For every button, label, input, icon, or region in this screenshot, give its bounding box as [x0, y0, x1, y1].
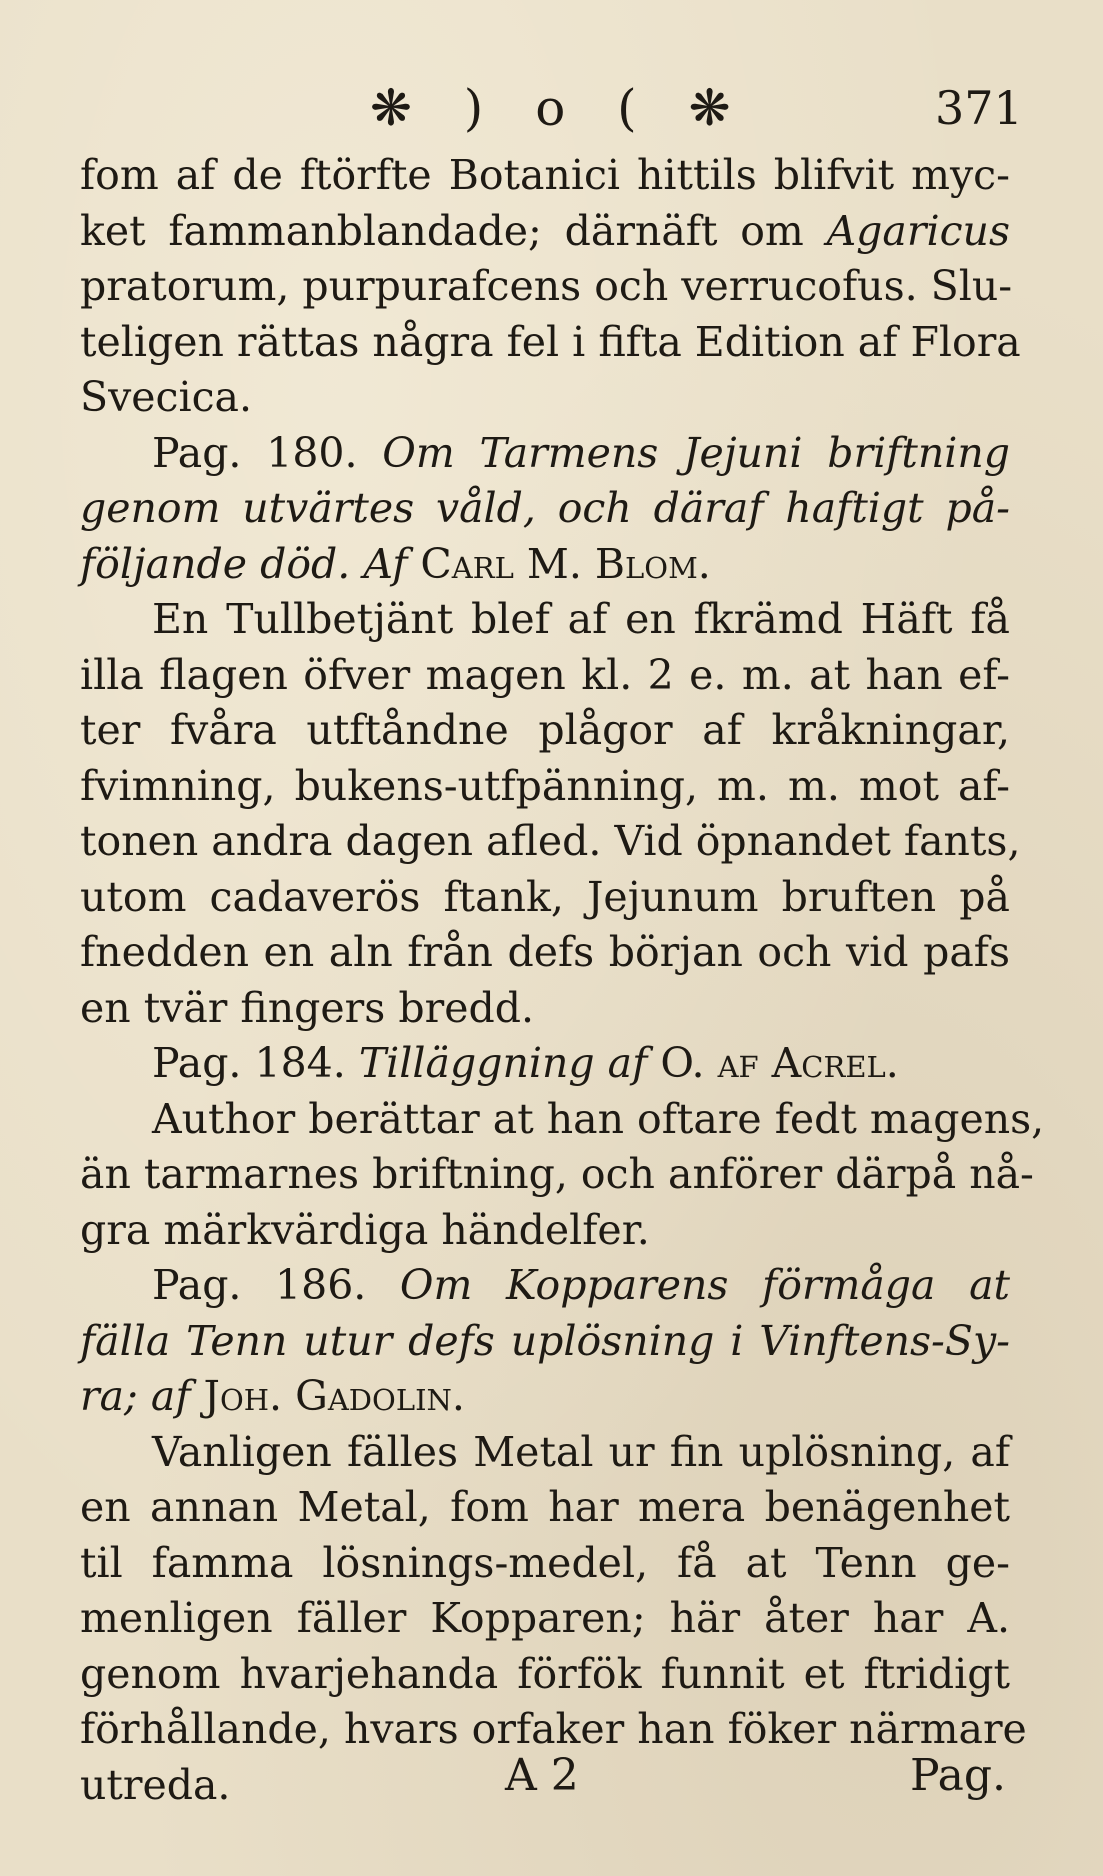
- text-run: Svecica.: [80, 373, 253, 421]
- text-line: [80, 870, 1010, 926]
- italic-run: Agaricus: [826, 206, 1010, 255]
- text-run: förhållande, hvars orfaker han föker närmare: [80, 1705, 1027, 1753]
- text-line: [80, 925, 1010, 981]
- italic-run: genom utvärtes våld, och däraf haftigt på-: [80, 484, 1010, 532]
- page-footer: [0, 1746, 1103, 1806]
- text-run: genom hvarjehanda förfök funnit et ftridigt: [80, 1649, 1010, 1698]
- text-line: [80, 1425, 1010, 1481]
- text-line: [80, 814, 1021, 870]
- text-run: Vanligen fälles Metal ur fin uplösning, af: [152, 1427, 1010, 1476]
- text-line: [80, 1591, 1010, 1647]
- text-run: Pag. 184.: [152, 1039, 359, 1087]
- text-line: [80, 1147, 1034, 1203]
- text-run: Pag. 180.: [152, 428, 383, 477]
- text-line: [80, 981, 1010, 1037]
- text-line: [80, 592, 1010, 648]
- text-run: illa flagen öfver magen kl. 2 e. m. at han ef-: [80, 650, 1010, 699]
- small-caps-run: O. af Acrel.: [660, 1039, 899, 1087]
- page-number: 371: [935, 81, 1023, 135]
- text-run: utom cadaverös ftank, Jejunum bruften på: [80, 872, 1010, 921]
- text-line: [80, 648, 1010, 704]
- text-run: utreda.: [80, 1760, 231, 1809]
- text-line: [80, 426, 1010, 482]
- italic-run: fälla Tenn utur defs uplösning i Vinftens-Sy-: [80, 1316, 1010, 1365]
- small-caps-run: Carl M. Blom.: [420, 539, 711, 588]
- text-run: ter fvåra utftåndne plågor af kråkningar,: [80, 706, 1010, 754]
- text-line: [80, 1092, 1045, 1148]
- text-line: [80, 1536, 1010, 1592]
- text-line: [80, 1314, 1010, 1370]
- text-line: [80, 315, 1021, 371]
- text-line: [80, 148, 1010, 204]
- text-run: en annan Metal, fom har mera benägenhet: [80, 1483, 1010, 1531]
- text-line: [80, 370, 1010, 426]
- text-line: [80, 537, 1010, 593]
- text-line: [80, 1647, 1010, 1703]
- catchword: Pag.: [910, 1750, 1007, 1801]
- text-run: menligen fäller Kopparen; här åter har A.: [80, 1594, 1010, 1642]
- text-run: än tarmarnes briftning, och anförer därpå nå-: [80, 1150, 1034, 1198]
- running-header: [0, 78, 1103, 148]
- text-line: [80, 259, 1013, 315]
- text-run: ket fammanblandade; därnäft om: [80, 206, 827, 255]
- text-run: fnedden en aln från defs början och vid pafs: [80, 928, 1010, 976]
- text-run: fom af de ftörfte Botanici hittils blifvit myc-: [80, 151, 1010, 199]
- text-run: til famma lösnings-medel, få at Tenn ge-: [80, 1538, 1010, 1587]
- text-run: Pag. 186.: [152, 1261, 400, 1309]
- small-caps-run: Joh. Gadolin.: [203, 1372, 465, 1420]
- italic-run: Om Tarmens Jejuni briftning: [382, 428, 1010, 477]
- text-run: Author berättar at han oftare fedt magens,: [152, 1094, 1045, 1143]
- text-run: fvimning, bukens-utfpänning, m. m. mot af-: [80, 761, 1010, 810]
- text-line: [80, 1258, 1010, 1314]
- body-text: [80, 148, 1045, 1813]
- text-run: En Tullbetjänt blef af en fkrämd Häft få: [152, 595, 1010, 643]
- text-run: teligen rättas några fel i fifta Edition af Flora: [80, 317, 1021, 366]
- italic-run: Om Kopparens förmåga at: [399, 1261, 1010, 1309]
- text-line: [80, 1480, 1010, 1536]
- text-line: [80, 1036, 1010, 1092]
- italic-run: ra; af: [80, 1372, 204, 1420]
- text-line: [80, 204, 1010, 260]
- italic-run: Tilläggning af: [358, 1039, 661, 1087]
- text-line: [80, 703, 1010, 759]
- text-run: pratorum, purpurafcens och verrucofus. Slu-: [80, 262, 1013, 310]
- text-line: [80, 481, 1010, 537]
- text-run: gra märkvärdiga händelfer.: [80, 1205, 650, 1254]
- text-run: en tvär fingers bredd.: [80, 983, 534, 1032]
- italic-run: följande död. Af: [80, 539, 421, 588]
- text-line: [80, 1203, 1010, 1259]
- header-ornament: ❋ ) o ( ❋: [370, 79, 749, 137]
- text-run: tonen andra dagen afled. Vid öpnandet fants,: [80, 817, 1021, 865]
- signature-mark: A 2: [505, 1750, 579, 1801]
- text-line: [80, 759, 1010, 815]
- text-line: [80, 1369, 1010, 1425]
